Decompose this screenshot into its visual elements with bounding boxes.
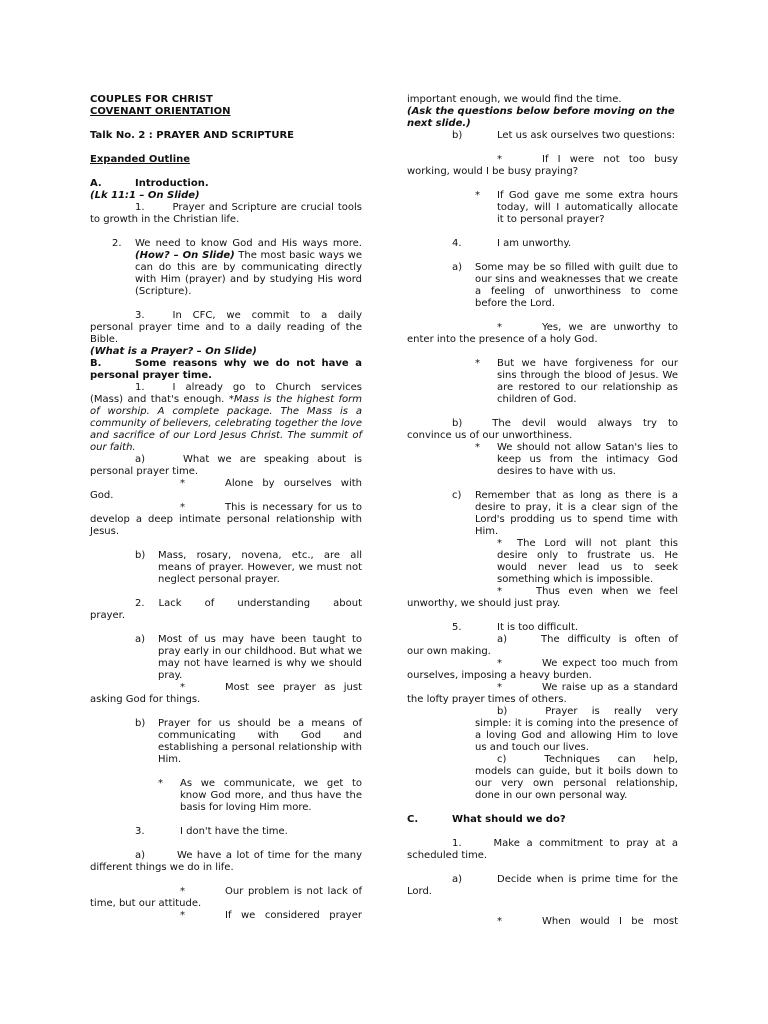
reason-3a-num: a) [135, 850, 146, 861]
point-4b-num: b) [452, 418, 463, 429]
c-point-1 [407, 838, 678, 862]
reason-2a-text: Most of us may have been taught to pray early in our childhood. But what we may not have learned is why we should pray. [158, 634, 362, 681]
reason-2b-s1-text: As we communicate, we get to know God more, and thus have the basis for loving Him more. [180, 778, 362, 813]
reason-1a-s2-text: This is necessary for us to develop a deep intimate personal relationship with Jesus. [90, 502, 362, 537]
c-point-1a-star-1 [407, 916, 678, 928]
section-c-label: C. [407, 814, 419, 825]
point-4a-s2-text: But we have forgiveness for our sins through the blood of Jesus. We are restored to our relationship as children of God. [497, 358, 678, 405]
reason-2b-num: b) [135, 718, 146, 729]
star-bullet: * [475, 190, 480, 201]
reason-2-text: Lack of understanding about prayer. [90, 598, 362, 621]
course-title: COVENANT ORIENTATION [90, 106, 231, 117]
point-5-num: 5. [452, 622, 462, 633]
section-b [90, 358, 362, 382]
point-4b-text: The devil would always try to convince us of our unworthiness. [407, 418, 678, 441]
star-bullet: * [180, 478, 185, 489]
section-a-title: Introduction. [135, 178, 209, 189]
star-bullet: * [180, 682, 185, 693]
c-point-1a-text: Decide when is prime time for the Lord. [407, 874, 678, 897]
star-bullet: * [180, 910, 185, 921]
reason-1-italic: *Mass is the highest form of worship. A complete package. The Mass is a community of believers, celebrating together the love and sacrifice of our Lord Jesus Christ. The summit of our faith. [90, 394, 362, 453]
reason-3a-text: We have a lot of time for the many different things we do in life. [90, 850, 362, 873]
point-1-text: Prayer and Scripture are crucial tools to growth in the Christian life. [90, 202, 362, 225]
point-4c-text: Remember that as long as there is a desire to pray, it is a clear sign of the Lord's prodding us to spend time with Him. [475, 490, 678, 537]
talk-title: Talk No. 2 : PRAYER AND SCRIPTURE [90, 130, 294, 141]
point-5a-star-2 [407, 682, 678, 706]
reason-1a-star-2 [90, 502, 362, 538]
star-bullet: * [180, 502, 185, 513]
c-point-1-num: 1. [452, 838, 462, 849]
point-5a-s1-text: We expect too much from ourselves, imposing a heavy burden. [407, 658, 678, 681]
point-4a-s1-text: Yes, we are unworthy to enter into the presence of a holy God. [407, 322, 678, 345]
point-5c-text: Techniques can help, models can guide, but it boils down to our very own personal relationship, done in our own personal way. [475, 754, 678, 801]
point-2-slide-note: (How? – On Slide) [135, 250, 235, 261]
point-1 [90, 202, 362, 226]
reason-1a-s1-text: Alone by ourselves with God. [90, 478, 362, 501]
star-bullet: * [497, 586, 502, 597]
star-bullet: * [497, 682, 502, 693]
point-2-text: We need to know God and His ways more. [135, 238, 362, 249]
point-2-num: 2. [112, 238, 122, 249]
reason-1b-text: Mass, rosary, novena, etc., are all means of prayer. However, we must not neglect personal prayer. [158, 550, 362, 585]
org-title: COUPLES FOR CHRIST [90, 94, 213, 105]
point-4c-s2-text: Thus even when we feel unworthy, we should just pray. [407, 586, 678, 609]
reason-3a-star-2 [90, 910, 362, 922]
point-4c-s1-text: The Lord will not plant this desire only to frustrate us. He would never lead us to seek something which is impossible. [497, 538, 678, 585]
question-1 [407, 154, 678, 178]
reason-1a-text: What we are speaking about is personal prayer time. [90, 454, 362, 477]
section-c-title: What should we do? [452, 814, 566, 825]
star-bullet: * [497, 916, 502, 927]
point-5b-text: Prayer is really very simple: it is coming into the presence of a loving God and allowing Him to love us and touch our lives. [475, 706, 678, 753]
reason-1-text: I already go to Church services (Mass) and that's enough. [90, 382, 362, 405]
point-2 [135, 238, 362, 298]
point-5b [475, 706, 678, 754]
point-1-num: 1. [135, 202, 145, 213]
point-5a-star-1 [407, 658, 678, 682]
c-point-1-text: Make a commitment to pray at a scheduled time. [407, 838, 678, 861]
question-2-text: If God gave me some extra hours today, will I automatically allocate it to personal prayer? [497, 190, 678, 225]
reason-1a [90, 454, 362, 478]
b-num: b) [452, 130, 463, 141]
point-4-num: 4. [452, 238, 462, 249]
reason-2a-star-1 [90, 682, 362, 706]
point-5c [475, 754, 678, 802]
reason-1-num: 1. [135, 382, 145, 393]
reason-1b-num: b) [135, 550, 146, 561]
star-bullet: * [475, 442, 480, 453]
question-1-text: If I were not too busy working, would I be busy praying? [407, 154, 678, 177]
reason-3a-s1-text: Our problem is not lack of time, but our attitude. [90, 886, 362, 909]
point-2-rest: The most basic ways we can do this are by communicating directly with Him (prayer) and by studying His word (Scripture). [135, 250, 362, 297]
reason-3-num: 3. [135, 826, 145, 837]
point-4c-num: c) [452, 490, 462, 501]
c-point-1a-num: a) [452, 874, 463, 885]
reason-3-text: I don't have the time. [180, 826, 288, 837]
star-bullet: * [180, 886, 185, 897]
ask-questions-note: (Ask the questions below before moving on the next slide.) [407, 106, 675, 129]
point-5a-s2-text: We raise up as a standard the lofty prayer times of others. [407, 682, 678, 705]
star-bullet: * [497, 154, 502, 165]
lk-slide-note: (Lk 11:1 – On Slide) [90, 190, 200, 201]
point-4b-s1-text: We should not allow Satan's lies to keep us from the intimacy God desires to have with us. [497, 442, 678, 477]
reason-2a-num: a) [135, 634, 146, 645]
point-4a-num: a) [452, 262, 463, 273]
point-5b-num: b) [497, 706, 508, 717]
prayer-slide-note: (What is a Prayer? – On Slide) [90, 346, 257, 357]
b-text: Let us ask ourselves two questions: [497, 130, 676, 141]
point-4a-star-1 [407, 322, 678, 346]
section-b-label: B. [90, 358, 102, 369]
section-b-title: Some reasons why we do not have a personal prayer time. [90, 358, 362, 381]
star-bullet: * [475, 358, 480, 369]
point-5a-text: The difficulty is often of our own making. [407, 634, 678, 657]
star-bullet: * [497, 322, 502, 333]
point-3-num: 3. [135, 310, 145, 321]
reason-2b-text: Prayer for us should be a means of communicating with God and establishing a personal relationship with Him. [158, 718, 362, 765]
point-3 [90, 310, 362, 346]
point-4a-text: Some may be so filled with guilt due to our sins and weaknesses that we create a feeling of unworthiness to come before the Lord. [475, 262, 678, 309]
c-point-1a-s1-text: When would I be most [542, 916, 678, 927]
point-3-text: In CFC, we commit to a daily personal prayer time and to a daily reading of the Bible. [90, 310, 362, 345]
reason-1a-star-1 [90, 478, 362, 502]
reason-3a-star-1 [90, 886, 362, 910]
point-4-text: I am unworthy. [497, 238, 572, 249]
point-4b [407, 418, 678, 442]
section-a-label: A. [90, 178, 102, 189]
star-bullet: * [158, 778, 163, 789]
point-5-text: It is too difficult. [497, 622, 579, 633]
star-bullet: * [497, 658, 502, 669]
continued-text: important enough, we would find the time. [407, 94, 622, 105]
reason-1a-num: a) [135, 454, 146, 465]
reason-2a-s1-text: Most see prayer as just asking God for things. [90, 682, 362, 705]
point-5c-num: c) [497, 754, 507, 765]
outline-heading: Expanded Outline [90, 154, 191, 165]
point-5a [407, 634, 678, 658]
reason-3a [90, 850, 362, 874]
reason-2-num: 2. [135, 598, 145, 609]
star-bullet: * [497, 538, 502, 549]
point-4c-star-2 [407, 586, 678, 610]
reason-1 [90, 382, 362, 454]
point-5a-num: a) [497, 634, 508, 645]
reason-2 [90, 598, 362, 622]
reason-3a-s2-text: If we considered prayer [225, 910, 362, 921]
